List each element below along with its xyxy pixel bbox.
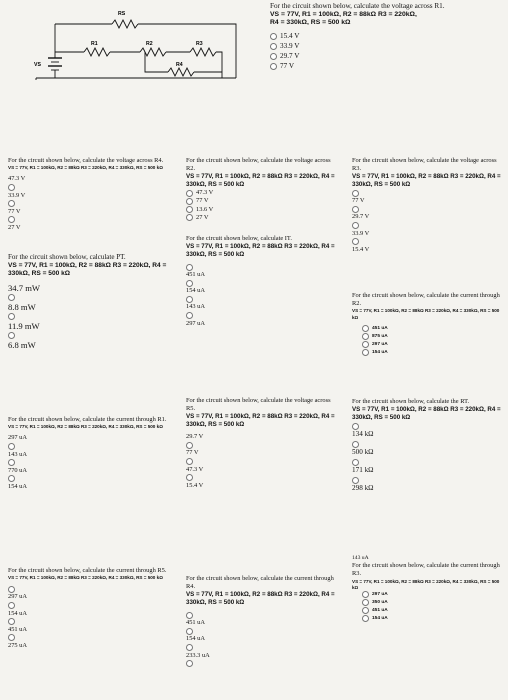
radio-icon[interactable] xyxy=(186,296,193,303)
question-params: VS = 77V, R1 = 100kΩ, R2 = 88kΩ R3 = 220kΩ, R4 = 330kΩ, RS = 500 kΩ xyxy=(352,173,501,189)
answer-option[interactable]: 154 uA xyxy=(186,287,205,295)
answer-option[interactable]: 15.4 V xyxy=(270,32,500,42)
radio-icon[interactable] xyxy=(8,443,15,450)
answer-option[interactable]: 77 V xyxy=(8,207,21,215)
answer-option[interactable]: 77 V xyxy=(186,197,336,205)
answer-option[interactable] xyxy=(8,585,168,593)
radio-icon[interactable] xyxy=(186,206,193,213)
answer-option[interactable] xyxy=(186,660,336,668)
answer-option[interactable]: 27 V xyxy=(186,214,336,222)
radio-icon[interactable] xyxy=(8,586,15,593)
answer-option[interactable] xyxy=(186,611,336,619)
answer-option[interactable] xyxy=(352,440,502,448)
radio-icon[interactable] xyxy=(362,607,369,614)
answer-option[interactable]: 451 uA xyxy=(352,325,502,333)
answer-option[interactable] xyxy=(8,459,168,467)
question-params: VS = 77V, R1 = 100kΩ, R2 = 88kΩ R3 = 220kΩ, R4 = 330kΩ, RS = 500 kΩ xyxy=(8,261,167,278)
answer-option[interactable]: 27 V xyxy=(8,223,21,231)
question-col1-r5 xyxy=(8,567,168,650)
answer-option[interactable]: 11.9 mW xyxy=(8,320,40,331)
answer-option[interactable]: 33.9 V xyxy=(270,42,500,52)
radio-icon[interactable] xyxy=(186,660,193,667)
answer-option[interactable]: 47.3 V xyxy=(8,175,26,183)
question-col1-r4 xyxy=(8,157,168,232)
radio-icon[interactable] xyxy=(186,190,193,197)
question-col3-r3 xyxy=(352,157,502,254)
answer-option[interactable]: 171 kΩ xyxy=(352,466,374,475)
radio-icon[interactable] xyxy=(186,264,193,271)
answer-option[interactable] xyxy=(8,475,168,483)
radio-icon[interactable] xyxy=(352,206,359,213)
question-col2-r5 xyxy=(186,397,336,490)
radio-icon[interactable] xyxy=(352,222,359,229)
answer-option[interactable]: 29.7 V xyxy=(186,433,204,441)
answer-option[interactable]: 500 kΩ xyxy=(352,448,374,457)
answer-option[interactable] xyxy=(352,422,502,430)
circuit-diagram xyxy=(0,0,270,150)
radio-icon[interactable] xyxy=(352,238,359,245)
answer-option[interactable]: 297 uA xyxy=(8,593,27,601)
label-r1: R1 xyxy=(91,41,98,47)
radio-icon[interactable] xyxy=(8,313,15,320)
answer-option[interactable] xyxy=(186,295,336,303)
radio-icon[interactable] xyxy=(8,602,15,609)
question-col1-r1 xyxy=(8,416,168,491)
question-col2-r2 xyxy=(186,157,336,222)
answer-option[interactable] xyxy=(352,205,502,213)
answer-option[interactable] xyxy=(8,216,168,224)
radio-icon[interactable] xyxy=(8,332,15,339)
answer-option[interactable]: 29.7 V xyxy=(352,213,370,221)
question-text: For the circuit shown below, calculate the voltage across R3. xyxy=(352,157,497,173)
answer-option[interactable] xyxy=(186,458,336,466)
answer-option[interactable]: 33.9 V xyxy=(8,191,26,199)
question-params: VS = 77V, R1 = 100kΩ, R2 = 88kΩ R3 = 220kΩ, R4 = 330kΩ, RS = 500 kΩ xyxy=(186,173,335,189)
answer-option[interactable]: 350 uA xyxy=(352,599,502,607)
answer-option[interactable] xyxy=(8,618,168,626)
answer-option[interactable]: 297 uA xyxy=(186,319,205,327)
answer-option[interactable]: 34.7 mW xyxy=(8,282,40,293)
answer-option[interactable] xyxy=(352,222,502,230)
question-params: VS = 77V, R1 = 100kΩ, R2 = 88kΩ R3 = 220kΩ, R4 = 330kΩ, RS = 500 kΩ xyxy=(186,243,335,259)
radio-icon[interactable] xyxy=(362,599,369,606)
answer-option[interactable]: 77 V xyxy=(186,449,199,457)
answer-option[interactable]: 33.9 V xyxy=(352,229,370,237)
answer-option[interactable] xyxy=(8,313,168,321)
answer-option[interactable]: 154 uA xyxy=(8,609,27,617)
answer-option[interactable]: 143 uA xyxy=(8,450,27,458)
question-text: For the circuit shown below, calculate the voltage across R4. xyxy=(8,157,164,164)
radio-icon[interactable] xyxy=(8,216,15,223)
radio-icon[interactable] xyxy=(186,214,193,221)
label-r3: R3 xyxy=(196,41,203,47)
question-params: VS = 77V, R1 = 100kΩ, R2 = 88kΩ R3 = 220kΩ, R4 = 330kΩ, RS = 500 kΩ xyxy=(8,575,163,581)
radio-icon[interactable] xyxy=(362,325,369,332)
question-text: For the circuit shown below, calculate the current through R3. xyxy=(352,562,500,578)
question-text: For the circuit shown below, calculate the voltage across R5. xyxy=(186,397,331,413)
answer-option[interactable] xyxy=(186,279,336,287)
answer-option[interactable] xyxy=(186,441,336,449)
question-params: VS = 77V, R1 = 100kΩ, R2 = 88kΩ R3 = 220kΩ, xyxy=(270,11,417,18)
question-params: VS = 77V, R1 = 100kΩ, R2 = 88kΩ R3 = 220kΩ, R4 = 330kΩ, RS = 500 kΩ xyxy=(186,413,335,429)
question-col2-r4 xyxy=(186,575,336,668)
label-vs: VS xyxy=(34,62,41,68)
radio-icon[interactable] xyxy=(270,63,277,70)
answer-option[interactable]: 47.3 V xyxy=(186,189,336,197)
radio-icon[interactable] xyxy=(270,53,277,60)
answer-option[interactable] xyxy=(352,238,502,246)
answer-option[interactable]: 134 kΩ xyxy=(352,430,374,439)
answer-option[interactable]: 298 kΩ xyxy=(352,484,374,493)
radio-icon[interactable] xyxy=(270,33,277,40)
question-params: VS = 77V, R1 = 100kΩ, R2 = 88kΩ R3 = 220kΩ, R4 = 330kΩ, RS = 500 kΩ xyxy=(352,406,501,422)
radio-icon[interactable] xyxy=(186,198,193,205)
radio-icon[interactable] xyxy=(8,184,15,191)
radio-icon[interactable] xyxy=(352,190,359,197)
answer-option[interactable]: 451 uA xyxy=(8,625,27,633)
radio-icon[interactable] xyxy=(362,349,369,356)
resistor-r1 xyxy=(84,48,110,56)
answer-option[interactable] xyxy=(186,627,336,635)
question-params: VS = 77V, R1 = 100kΩ, R2 = 88kΩ R3 = 220kΩ, R4 = 330kΩ, RS = 500 kΩ xyxy=(352,578,500,590)
radio-icon[interactable] xyxy=(186,612,193,619)
answer-option[interactable]: 297 uA xyxy=(352,341,502,349)
answer-option[interactable] xyxy=(8,602,168,610)
answer-option[interactable]: 77 V xyxy=(352,197,365,205)
radio-icon[interactable] xyxy=(186,312,193,319)
answer-option[interactable]: 451 uA xyxy=(186,619,205,627)
radio-icon[interactable] xyxy=(362,341,369,348)
radio-icon[interactable] xyxy=(362,591,369,598)
label-r4: R4 xyxy=(176,62,183,68)
answer-option[interactable] xyxy=(8,332,168,340)
answer-option[interactable] xyxy=(8,184,168,192)
radio-icon[interactable] xyxy=(186,644,193,651)
radio-icon[interactable] xyxy=(362,333,369,340)
question-text: For the circuit shown below, calculate the RT. xyxy=(352,398,470,405)
answer-option[interactable] xyxy=(8,200,168,208)
answer-option[interactable]: 15.4 V xyxy=(352,245,370,253)
radio-icon[interactable] xyxy=(352,423,359,430)
question-params: VS = 77V, R1 = 100kΩ, R2 = 88kΩ R3 = 220kΩ, R4 = 330kΩ, RS = 500 kΩ xyxy=(186,591,335,607)
answer-option[interactable]: 154 uA xyxy=(8,482,27,490)
question-col1-pt xyxy=(8,253,168,351)
answer-option[interactable]: 275 uA xyxy=(8,641,27,649)
radio-icon[interactable] xyxy=(352,459,359,466)
answer-option[interactable]: 77 V xyxy=(270,62,500,72)
question-text: For the circuit shown below, calculate the voltage across R1. xyxy=(270,2,445,10)
answer-option[interactable]: 233.3 uA xyxy=(186,651,210,659)
radio-icon[interactable] xyxy=(8,618,15,625)
label-rs: RS xyxy=(118,11,126,17)
question-text: For the circuit shown below, calculate IT. xyxy=(186,235,292,242)
question-params: R4 = 330kΩ, RS = 500 kΩ xyxy=(270,19,351,27)
answer-option[interactable]: 29.7 V xyxy=(270,52,500,62)
answer-option[interactable]: 297 uA xyxy=(352,591,502,599)
radio-icon[interactable] xyxy=(362,615,369,622)
radio-icon[interactable] xyxy=(186,474,193,481)
question-col3-r2 xyxy=(352,292,502,357)
answer-option[interactable] xyxy=(352,476,502,484)
answer-option[interactable]: 154 uA xyxy=(186,635,205,643)
question-text: For the circuit shown below, calculate the current through R1. xyxy=(8,416,167,423)
radio-icon[interactable] xyxy=(186,628,193,635)
resistor-r2 xyxy=(140,48,166,56)
prior-answer: 143 uA xyxy=(352,555,369,561)
radio-icon[interactable] xyxy=(8,459,15,466)
question-text: For the circuit shown below, calculate the current through R4. xyxy=(186,575,334,591)
question-text: For the circuit shown below, calculate the voltage across R2. xyxy=(186,157,331,173)
radio-icon[interactable] xyxy=(270,43,277,50)
radio-icon[interactable] xyxy=(8,294,15,301)
question-text: For the circuit shown below, calculate the current through R2. xyxy=(352,292,500,308)
radio-icon[interactable] xyxy=(186,442,193,449)
question-params: VS = 77V, R1 = 100kΩ, R2 = 88kΩ R3 = 220kΩ, R4 = 330kΩ, RS = 500 kΩ xyxy=(8,165,163,171)
answer-option[interactable] xyxy=(186,644,336,652)
question-params: VS = 77V, R1 = 100kΩ, R2 = 88kΩ R3 = 220kΩ, R4 = 330kΩ, RS = 500 kΩ xyxy=(8,424,163,430)
answer-option[interactable]: 875 uA xyxy=(352,333,502,341)
answer-option[interactable] xyxy=(8,443,168,451)
answer-option[interactable] xyxy=(8,634,168,642)
answer-option[interactable]: 451 uA xyxy=(352,607,502,615)
answer-option[interactable]: 451 uA xyxy=(186,271,205,279)
answer-option[interactable]: 8.8 mW xyxy=(8,301,36,312)
answer-option[interactable]: 47.3 V xyxy=(186,465,204,473)
answer-option[interactable] xyxy=(186,474,336,482)
question-params: VS = 77V, R1 = 100kΩ, R2 = 88kΩ R3 = 220kΩ, R4 = 330kΩ, RS = 500 kΩ xyxy=(352,308,500,320)
question-col2-it xyxy=(186,235,336,328)
question-col3-rt xyxy=(352,398,502,494)
answer-option[interactable] xyxy=(186,263,336,271)
question-text: For the circuit shown below, calculate PT. xyxy=(8,253,126,261)
answer-option[interactable]: 6.8 mW xyxy=(8,339,36,350)
radio-icon[interactable] xyxy=(186,280,193,287)
resistor-rs xyxy=(112,20,138,28)
answer-option[interactable]: 13.6 V xyxy=(186,206,336,214)
resistor-r3 xyxy=(190,48,216,56)
question-top xyxy=(270,2,500,72)
answer-option[interactable] xyxy=(352,458,502,466)
radio-icon[interactable] xyxy=(352,441,359,448)
radio-icon[interactable] xyxy=(8,634,15,641)
answer-option[interactable] xyxy=(8,294,168,302)
answer-option[interactable]: 15.4 V xyxy=(186,481,204,489)
question-text: For the circuit shown below, calculate the current through R5. xyxy=(8,567,167,574)
answer-option[interactable] xyxy=(186,312,336,320)
question-col3-r3-current xyxy=(352,555,502,623)
answer-option[interactable]: 770 uA xyxy=(8,466,27,474)
answer-option[interactable]: 297 uA xyxy=(8,434,27,442)
radio-icon[interactable] xyxy=(8,475,15,482)
radio-icon[interactable] xyxy=(8,200,15,207)
radio-icon[interactable] xyxy=(352,477,359,484)
radio-icon[interactable] xyxy=(186,458,193,465)
resistor-r4 xyxy=(168,68,194,76)
answer-option[interactable]: 143 uA xyxy=(186,303,205,311)
answer-option[interactable]: 154 uA xyxy=(352,615,502,623)
answer-option[interactable]: 154 uA xyxy=(352,349,502,357)
label-r2: R2 xyxy=(146,41,153,47)
answer-option[interactable] xyxy=(352,189,502,197)
